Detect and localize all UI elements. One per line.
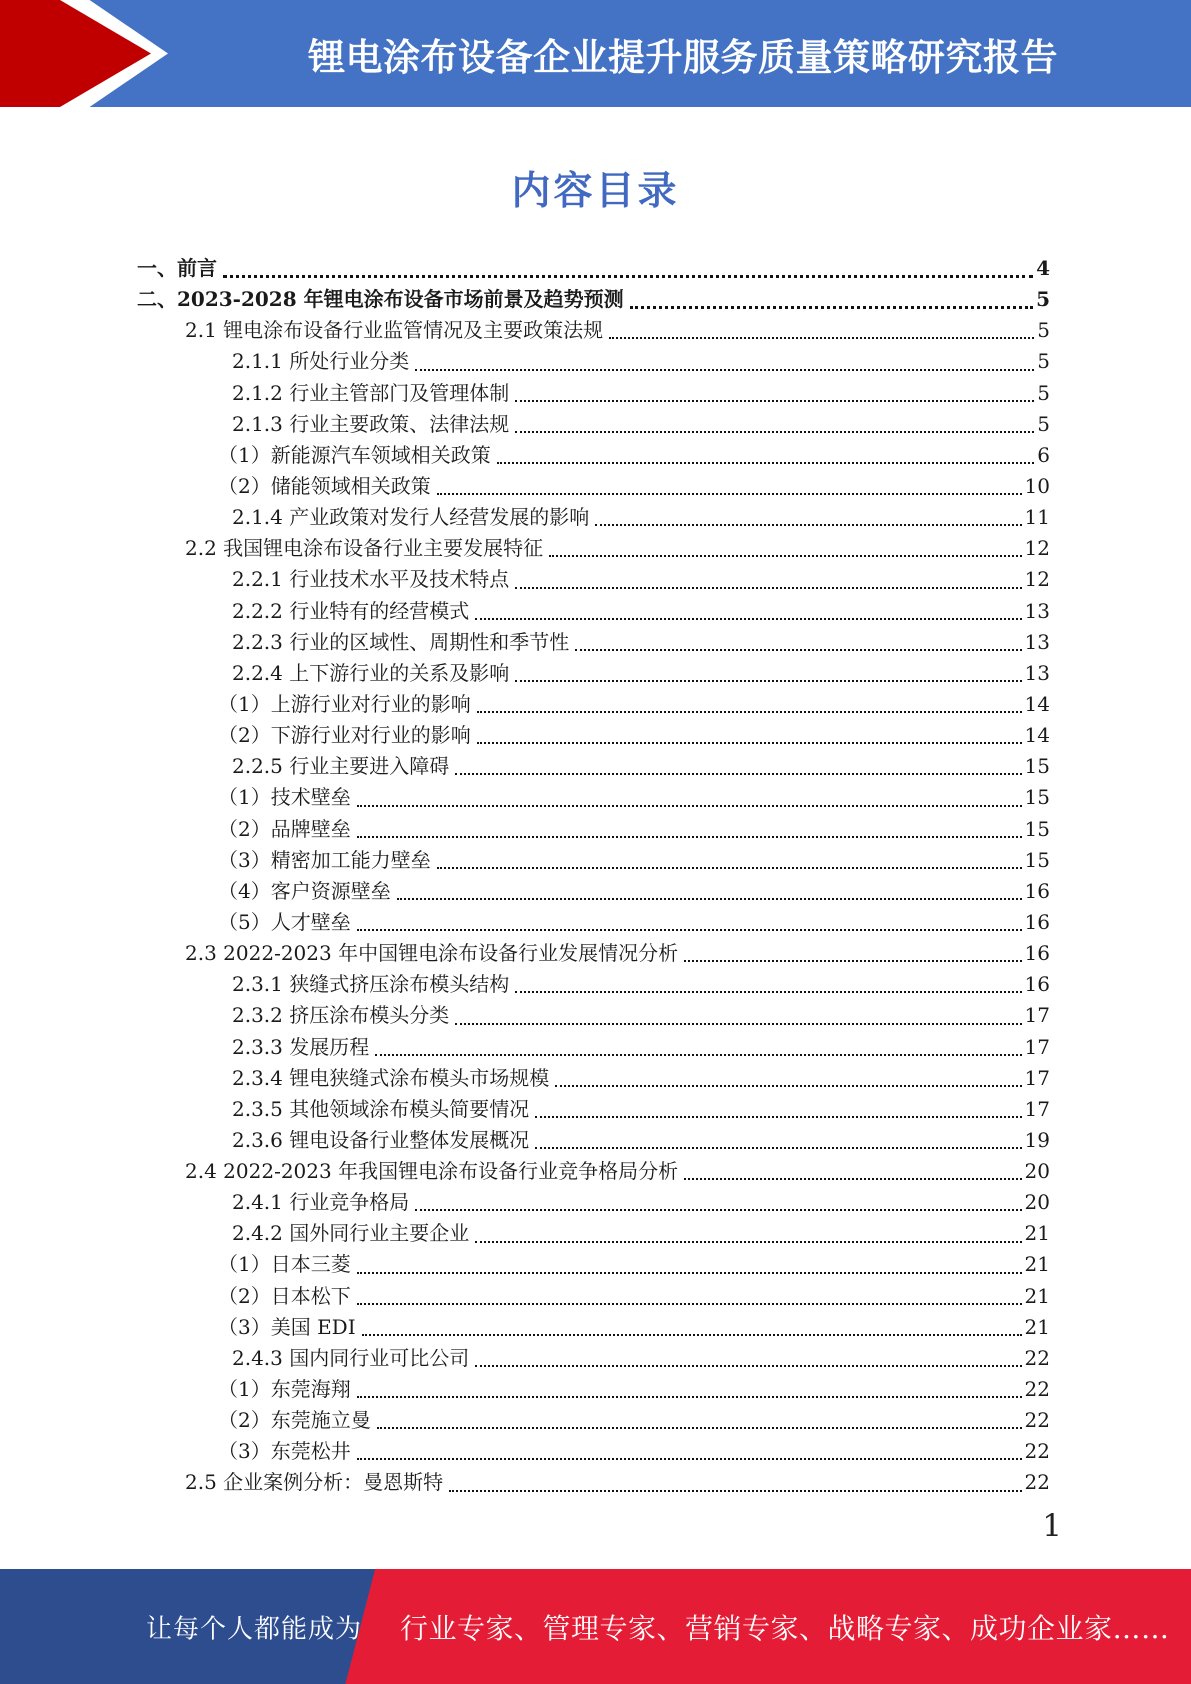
dot-leader	[415, 1209, 1021, 1211]
dot-leader	[535, 1116, 1021, 1118]
toc-row[interactable]	[137, 1374, 1050, 1405]
toc-row[interactable]	[137, 1405, 1050, 1436]
toc-row[interactable]	[137, 346, 1050, 377]
toc-page-number: 5	[1037, 380, 1050, 405]
dot-leader	[223, 275, 1033, 278]
dot-leader	[515, 431, 1034, 433]
dot-leader	[475, 1241, 1021, 1243]
toc-row[interactable]	[137, 440, 1050, 471]
dot-leader	[515, 400, 1034, 402]
toc-page-number: 10	[1024, 473, 1050, 498]
toc-page-number: 22	[1024, 1470, 1050, 1495]
toc-entry-label: 2.1.3 行业主要政策、法律法规	[232, 411, 510, 436]
toc-entry-label: （4）客户资源壁垒	[218, 878, 391, 903]
dot-leader	[515, 991, 1021, 993]
dot-leader	[357, 836, 1022, 838]
dot-leader	[357, 1396, 1022, 1398]
toc-page-number: 12	[1024, 536, 1050, 561]
toc-row[interactable]	[137, 1343, 1050, 1374]
toc-entry-label: 2.2.1 行业技术水平及技术特点	[232, 567, 510, 592]
toc-row[interactable]	[137, 1467, 1050, 1498]
toc-entry-label: 2.3.4 锂电狭缝式涂布模头市场规模	[232, 1065, 550, 1090]
toc-page-number: 5	[1037, 349, 1050, 374]
toc-page-number: 15	[1024, 754, 1050, 779]
toc-entry-label: 2.3.5 其他领域涂布模头简要情况	[232, 1096, 530, 1121]
toc-row[interactable]	[137, 471, 1050, 502]
current-page-number: 1	[1042, 1508, 1062, 1544]
toc-entry-label: 2.2.2 行业特有的经营模式	[232, 598, 470, 623]
toc-row[interactable]	[137, 284, 1050, 315]
dot-leader	[535, 1147, 1021, 1149]
toc-entry-label: （3）精密加工能力壁垒	[218, 847, 431, 872]
toc-row[interactable]	[137, 1218, 1050, 1249]
toc-entry-label: （1）新能源汽车领域相关政策	[218, 442, 491, 467]
dot-leader	[477, 711, 1022, 713]
toc-row[interactable]	[137, 1156, 1050, 1187]
toc-page-number: 22	[1024, 1345, 1050, 1370]
toc-row[interactable]	[137, 378, 1050, 409]
toc-page-number: 16	[1024, 878, 1050, 903]
dot-leader	[357, 1458, 1022, 1460]
toc-row[interactable]	[137, 658, 1050, 689]
dot-leader	[595, 524, 1021, 526]
toc-row[interactable]	[137, 502, 1050, 533]
toc-page-number: 12	[1024, 567, 1050, 592]
toc-heading: 内容目录	[511, 168, 680, 214]
dot-leader	[475, 618, 1021, 620]
dot-leader	[357, 805, 1022, 807]
dot-leader	[357, 929, 1022, 931]
dot-leader	[609, 337, 1034, 339]
dot-leader	[362, 1334, 1022, 1336]
toc-page-number: 16	[1024, 941, 1050, 966]
dot-leader	[437, 493, 1022, 495]
toc-entry-label: 2.3.3 发展历程	[232, 1034, 370, 1059]
toc-entry-label: 2.1 锂电涂布设备行业监管情况及主要政策法规	[185, 318, 604, 343]
toc-row[interactable]	[137, 1250, 1050, 1281]
dot-leader	[437, 867, 1022, 869]
dot-leader	[684, 1178, 1021, 1180]
toc-entry-label: 2.2.3 行业的区域性、周期性和季节性	[232, 629, 570, 654]
toc-row[interactable]	[137, 751, 1050, 782]
toc-entry-label: 2.1.4 产业政策对发行人经营发展的影响	[232, 505, 590, 530]
toc-page-number: 15	[1024, 816, 1050, 841]
dot-leader	[377, 1427, 1022, 1429]
dot-leader	[549, 555, 1021, 557]
toc-row[interactable]	[137, 876, 1050, 907]
toc-page-number: 15	[1024, 785, 1050, 810]
toc-row[interactable]	[137, 1187, 1050, 1218]
toc-page-number: 21	[1024, 1314, 1050, 1339]
toc-entry-label: （2）下游行业对行业的影响	[218, 723, 471, 748]
toc-page-number: 13	[1024, 660, 1050, 685]
dot-leader	[630, 306, 1033, 309]
toc-row[interactable]	[137, 409, 1050, 440]
toc-entry-label: （1）东莞海翔	[218, 1377, 351, 1402]
toc-page-number: 19	[1024, 1127, 1050, 1152]
toc-page-number: 17	[1024, 1096, 1050, 1121]
toc-entry-label: （5）人才壁垒	[218, 909, 351, 934]
dot-leader	[455, 1023, 1021, 1025]
toc-row[interactable]	[137, 814, 1050, 845]
toc-entry-label: （2）日本松下	[218, 1283, 351, 1308]
toc-page-number: 5	[1037, 411, 1050, 436]
toc-page-number: 14	[1024, 723, 1050, 748]
toc-page-number: 4	[1036, 255, 1050, 280]
toc-row[interactable]	[137, 689, 1050, 720]
toc-row[interactable]	[137, 969, 1050, 1000]
toc-entry-label: （2）东莞施立曼	[218, 1408, 371, 1433]
dot-leader	[357, 1303, 1022, 1305]
toc-row[interactable]	[137, 720, 1050, 751]
footer-slogan-right: 行业专家、管理专家、营销专家、战略专家、成功企业家……	[400, 1611, 1170, 1645]
toc-entry-label: 2.3.1 狭缝式挤压涂布模头结构	[232, 972, 510, 997]
dot-leader	[497, 462, 1035, 464]
toc-entry-label: 一、前言	[137, 255, 217, 280]
toc-page-number: 17	[1024, 1065, 1050, 1090]
toc-page-number: 22	[1024, 1377, 1050, 1402]
dot-leader	[515, 680, 1021, 682]
toc-page-number: 16	[1024, 972, 1050, 997]
toc-page-number: 13	[1024, 598, 1050, 623]
toc-page-number: 17	[1024, 1003, 1050, 1028]
toc-page-number: 16	[1024, 909, 1050, 934]
dot-leader	[475, 1365, 1021, 1367]
report-title: 锂电涂布设备企业提升服务质量策略研究报告	[308, 35, 1058, 79]
toc-page-number: 15	[1024, 847, 1050, 872]
toc-page-number: 5	[1036, 287, 1050, 312]
toc-page-number: 20	[1024, 1190, 1050, 1215]
dot-leader	[684, 960, 1021, 962]
toc-row[interactable]	[137, 1063, 1050, 1094]
toc-entry-label: 2.1.2 行业主管部门及管理体制	[232, 380, 510, 405]
toc-page-number: 13	[1024, 629, 1050, 654]
toc-row[interactable]	[137, 1281, 1050, 1312]
toc-entry-label: 2.4.1 行业竞争格局	[232, 1190, 410, 1215]
toc-page-number: 6	[1037, 442, 1050, 467]
toc-page-number: 22	[1024, 1408, 1050, 1433]
toc-entry-label: （1）技术壁垒	[218, 785, 351, 810]
toc-page-number: 17	[1024, 1034, 1050, 1059]
toc-row[interactable]	[137, 1000, 1050, 1031]
toc-row[interactable]	[137, 533, 1050, 564]
dot-leader	[515, 587, 1021, 589]
toc-entry-label: （3）东莞松井	[218, 1439, 351, 1464]
toc-page-number: 20	[1024, 1159, 1050, 1184]
toc-entry-label: 2.2 我国锂电涂布设备行业主要发展特征	[185, 536, 544, 561]
toc-row[interactable]	[137, 1436, 1050, 1467]
toc-page-number: 21	[1024, 1252, 1050, 1277]
toc-entry-label: 2.4.3 国内同行业可比公司	[232, 1345, 470, 1370]
toc-row[interactable]	[137, 253, 1050, 284]
toc-row[interactable]	[137, 938, 1050, 969]
toc-entry-label: （2）储能领域相关政策	[218, 473, 431, 498]
dot-leader	[477, 742, 1022, 744]
toc-entry-label: 2.1.1 所处行业分类	[232, 349, 410, 374]
toc-entry-label: （2）品牌壁垒	[218, 816, 351, 841]
toc-entry-label: 2.4 2022-2023 年我国锂电涂布设备行业竞争格局分析	[185, 1159, 679, 1184]
toc-row[interactable]	[137, 564, 1050, 595]
toc-page-number: 21	[1024, 1283, 1050, 1308]
dot-leader	[449, 1490, 1021, 1492]
toc-page-number: 22	[1024, 1439, 1050, 1464]
dot-leader	[415, 369, 1034, 371]
toc-entry-label: 2.5 企业案例分析：曼恩斯特	[185, 1470, 444, 1495]
toc-row[interactable]	[137, 1125, 1050, 1156]
toc-row[interactable]	[137, 315, 1050, 346]
toc-row[interactable]	[137, 907, 1050, 938]
toc-entry-label: 二、2023-2028 年锂电涂布设备市场前景及趋势预测	[137, 287, 624, 312]
footer-banner	[0, 1569, 1191, 1684]
header-banner	[0, 0, 1191, 107]
toc-entry-label: 2.2.5 行业主要进入障碍	[232, 754, 450, 779]
footer-slogan-left: 让每个人都能成为	[146, 1614, 363, 1644]
dot-leader	[397, 898, 1022, 900]
toc-entry-label: 2.3 2022-2023 年中国锂电涂布设备行业发展情况分析	[185, 941, 679, 966]
toc-entry-label: （1）上游行业对行业的影响	[218, 691, 471, 716]
toc-row[interactable]	[137, 627, 1050, 658]
toc-page-number: 11	[1024, 505, 1050, 530]
red-arrow-icon	[0, 0, 175, 107]
toc-row[interactable]	[137, 1032, 1050, 1063]
toc-entry-label: 2.3.6 锂电设备行业整体发展概况	[232, 1127, 530, 1152]
table-of-contents	[137, 253, 1050, 1499]
toc-row[interactable]	[137, 1312, 1050, 1343]
toc-page-number: 14	[1024, 691, 1050, 716]
dot-leader	[375, 1054, 1021, 1056]
dot-leader	[455, 773, 1021, 775]
toc-entry-label: 2.3.2 挤压涂布模头分类	[232, 1003, 450, 1028]
toc-entry-label: （1）日本三菱	[218, 1252, 351, 1277]
toc-entry-label: 2.4.2 国外同行业主要企业	[232, 1221, 470, 1246]
toc-row[interactable]	[137, 596, 1050, 627]
toc-entry-label: 2.2.4 上下游行业的关系及影响	[232, 660, 510, 685]
dot-leader	[575, 649, 1021, 651]
toc-page-number: 5	[1037, 318, 1050, 343]
dot-leader	[555, 1085, 1021, 1087]
toc-row[interactable]	[137, 782, 1050, 813]
dot-leader	[357, 1272, 1022, 1274]
toc-page-number: 21	[1024, 1221, 1050, 1246]
toc-row[interactable]	[137, 845, 1050, 876]
toc-row[interactable]	[137, 1094, 1050, 1125]
toc-entry-label: （3）美国 EDI	[218, 1314, 356, 1339]
